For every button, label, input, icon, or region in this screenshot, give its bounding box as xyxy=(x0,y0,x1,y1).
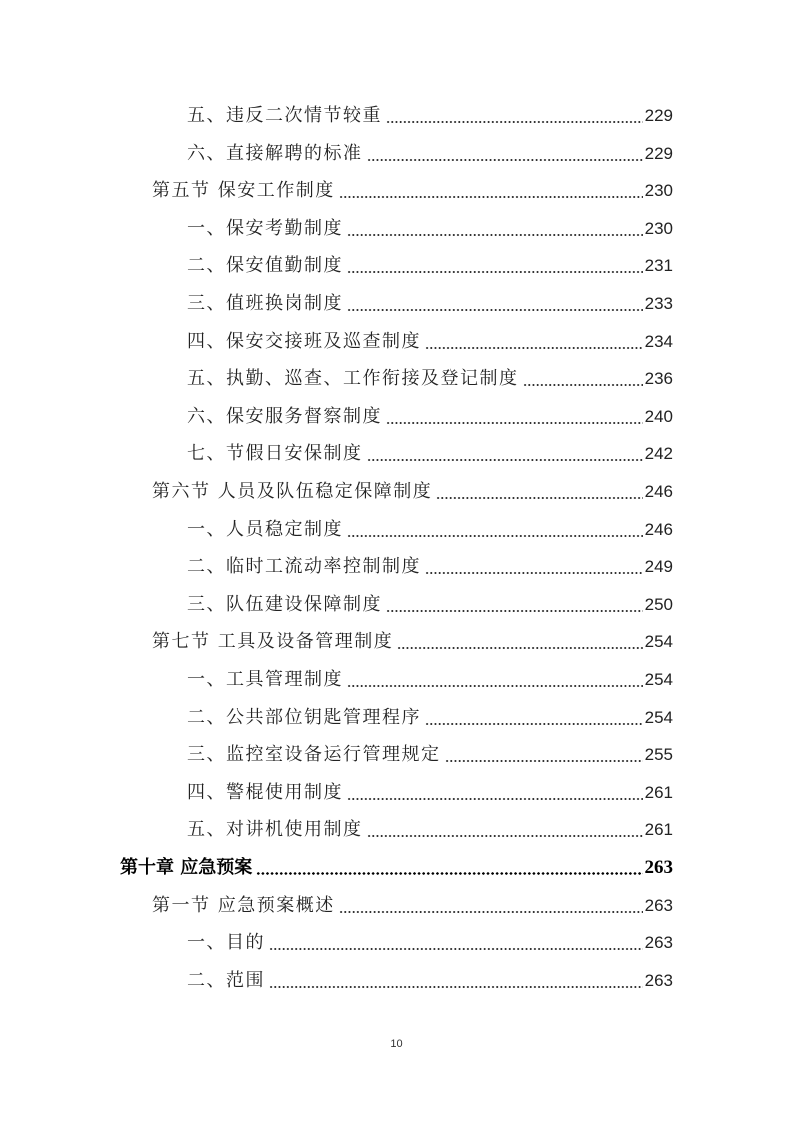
toc-entry-title: 二、保安值勤制度 xyxy=(187,255,343,277)
toc-leader-dots xyxy=(386,590,643,620)
toc-entry-page: 240 xyxy=(644,406,673,426)
toc-entry[interactable] xyxy=(187,364,673,394)
toc-entry[interactable] xyxy=(187,251,673,281)
toc-leader-dots xyxy=(367,139,643,169)
toc-section-entry[interactable] xyxy=(152,176,673,206)
toc-leader-dots xyxy=(386,101,643,131)
toc-entry-page: 263 xyxy=(644,970,673,990)
toc-entry[interactable] xyxy=(187,289,673,319)
toc-entry-page: 254 xyxy=(644,632,673,652)
toc-leader-dots xyxy=(436,477,642,507)
toc-entry-page: 230 xyxy=(644,218,673,238)
toc-entry-page: 246 xyxy=(644,482,673,501)
toc-entry[interactable] xyxy=(187,590,673,620)
toc-entry-title: 三、队伍建设保障制度 xyxy=(187,593,382,615)
toc-entry[interactable] xyxy=(187,214,673,244)
toc-entry-page: 231 xyxy=(644,256,673,276)
toc-entry[interactable] xyxy=(187,966,673,996)
toc-leader-dots xyxy=(339,891,643,921)
toc-entry-title: 第十章 应急预案 xyxy=(120,857,253,878)
toc-entry-page: 233 xyxy=(644,294,673,313)
toc-entry-title: 一、保安考勤制度 xyxy=(187,217,343,239)
toc-section-entry[interactable] xyxy=(152,627,673,657)
toc-entry[interactable] xyxy=(187,327,673,357)
toc-entry-title: 三、监控室设备运行管理规定 xyxy=(187,744,441,766)
toc-entry-title: 四、保安交接班及巡查制度 xyxy=(187,330,421,352)
toc-chapter-entry[interactable] xyxy=(120,853,673,883)
toc-entry-page: 242 xyxy=(644,444,673,464)
toc-entry-title: 一、人员稳定制度 xyxy=(187,518,343,540)
toc-entry-title: 第六节 人员及队伍稳定保障制度 xyxy=(152,481,433,502)
toc-leader-dots xyxy=(269,928,643,958)
toc-entry[interactable] xyxy=(187,439,673,469)
toc-entry-title: 一、目的 xyxy=(187,932,265,954)
toc-leader-dots xyxy=(347,665,643,695)
toc-leader-dots xyxy=(367,439,643,469)
toc-leader-dots xyxy=(347,251,643,281)
toc-entry-title: 六、直接解聘的标准 xyxy=(187,142,363,164)
toc-entry[interactable] xyxy=(187,552,673,582)
toc-entry-title: 二、公共部位钥匙管理程序 xyxy=(187,706,421,728)
toc-leader-dots xyxy=(367,815,643,845)
toc-entry[interactable] xyxy=(187,101,673,131)
toc-leader-dots xyxy=(347,289,643,319)
toc-entry-title: 第七节 工具及设备管理制度 xyxy=(152,631,394,653)
toc-entry-title: 六、保安服务督察制度 xyxy=(187,405,382,427)
toc-leader-dots xyxy=(523,364,643,394)
toc-entry-page: 254 xyxy=(644,707,673,727)
toc-entry-page: 249 xyxy=(644,557,673,577)
toc-leader-dots xyxy=(347,515,643,545)
toc-entry-title: 二、临时工流动率控制制度 xyxy=(187,556,421,578)
toc-entry-page: 229 xyxy=(644,106,673,125)
toc-leader-dots xyxy=(397,627,642,657)
toc-entry[interactable] xyxy=(187,703,673,733)
page-number: 10 xyxy=(390,1038,403,1050)
toc-entry-page: 229 xyxy=(644,143,673,163)
toc-leader-dots xyxy=(339,176,643,206)
toc-entry-page: 236 xyxy=(644,369,673,389)
toc-entry[interactable] xyxy=(187,665,673,695)
toc-entry-title: 七、节假日安保制度 xyxy=(187,443,363,465)
toc-entry-page: 254 xyxy=(644,670,673,689)
toc-entry-title: 五、执勤、巡查、工作衔接及登记制度 xyxy=(187,368,519,390)
toc-entry[interactable] xyxy=(187,515,673,545)
toc-leader-dots xyxy=(425,703,643,733)
toc-entry-page: 261 xyxy=(644,820,673,840)
toc-entry-title: 第五节 保安工作制度 xyxy=(152,180,335,202)
toc-entry[interactable] xyxy=(187,778,673,808)
toc-leader-dots xyxy=(269,966,643,996)
toc-entry[interactable] xyxy=(187,139,673,169)
toc-entry[interactable] xyxy=(187,928,673,958)
toc-entry[interactable] xyxy=(187,402,673,432)
toc-entry-page: 250 xyxy=(644,594,673,614)
toc-entry-title: 四、警棍使用制度 xyxy=(187,781,343,803)
toc-entry-page: 234 xyxy=(644,331,673,351)
toc-entry-page: 246 xyxy=(644,519,673,539)
toc-entry-title: 五、对讲机使用制度 xyxy=(187,819,363,841)
toc-entry-title: 三、值班换岗制度 xyxy=(187,293,343,314)
toc-entry-page: 261 xyxy=(644,782,673,802)
toc-leader-dots xyxy=(425,552,643,582)
toc-leader-dots xyxy=(425,327,643,357)
toc-leader-dots xyxy=(347,214,643,244)
toc-section-entry[interactable] xyxy=(152,477,673,507)
toc-entry-title: 二、范围 xyxy=(187,969,265,991)
toc-section-entry[interactable] xyxy=(152,891,673,921)
toc-entry-title: 五、违反二次情节较重 xyxy=(187,105,382,126)
toc-leader-dots xyxy=(347,778,643,808)
toc-entry[interactable] xyxy=(187,740,673,770)
toc-leader-dots xyxy=(256,853,642,883)
toc-entry-page: 263 xyxy=(644,895,673,915)
toc-entry-title: 第一节 应急预案概述 xyxy=(152,894,335,916)
toc-entry-page: 255 xyxy=(644,745,673,765)
toc-leader-dots xyxy=(445,740,643,770)
toc-entry-page: 230 xyxy=(644,181,673,201)
toc-entry-title: 一、工具管理制度 xyxy=(187,669,343,690)
toc-entry[interactable] xyxy=(187,815,673,845)
toc-entry-page: 263 xyxy=(644,857,673,878)
toc-leader-dots xyxy=(386,402,643,432)
toc-entry-page: 263 xyxy=(644,933,673,953)
